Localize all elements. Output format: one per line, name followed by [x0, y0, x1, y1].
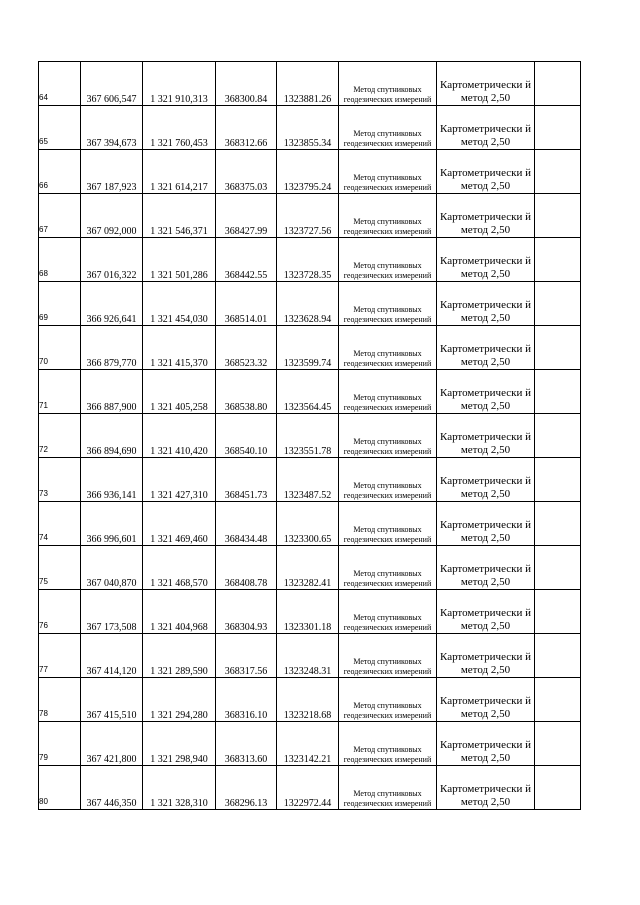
method-cell: Метод спутниковых геодезических измерений: [339, 678, 437, 722]
y-old-cell: 1 321 410,420: [143, 414, 216, 458]
accuracy-cell: Картометрически й метод 2,50: [437, 282, 535, 326]
accuracy-cell: Картометрически й метод 2,50: [437, 458, 535, 502]
x-old-cell: 367 606,547: [81, 62, 143, 106]
table-row: [39, 370, 581, 414]
x-new-cell: 368316.10: [216, 678, 277, 722]
point-number: 64: [39, 93, 48, 102]
x-old-cell: 366 926,641: [81, 282, 143, 326]
accuracy-cell: Картометрически й метод 2,50: [437, 106, 535, 150]
y-new-cell: 1323564.45: [277, 370, 339, 414]
x-new-cell: 368540.10: [216, 414, 277, 458]
table-row: [39, 678, 581, 722]
y-old-cell: 1 321 427,310: [143, 458, 216, 502]
method-cell: Метод спутниковых геодезических измерений: [339, 282, 437, 326]
table-row: [39, 414, 581, 458]
point-number-cell: [39, 722, 81, 766]
note-cell: [535, 546, 581, 590]
y-new-cell: 1323551.78: [277, 414, 339, 458]
accuracy-cell: Картометрически й метод 2,50: [437, 194, 535, 238]
accuracy-cell: Картометрически й метод 2,50: [437, 414, 535, 458]
point-number-cell: [39, 502, 81, 546]
method-cell: Метод спутниковых геодезических измерений: [339, 194, 437, 238]
y-old-cell: 1 321 614,217: [143, 150, 216, 194]
method-cell: Метод спутниковых геодезических измерений: [339, 414, 437, 458]
note-cell: [535, 590, 581, 634]
y-old-cell: 1 321 501,286: [143, 238, 216, 282]
x-new-cell: 368312.66: [216, 106, 277, 150]
y-old-cell: 1 321 405,258: [143, 370, 216, 414]
method-cell: Метод спутниковых геодезических измерений: [339, 62, 437, 106]
accuracy-cell: Картометрически й метод 2,50: [437, 370, 535, 414]
x-new-cell: 368427.99: [216, 194, 277, 238]
y-old-cell: 1 321 294,280: [143, 678, 216, 722]
y-old-cell: 1 321 910,313: [143, 62, 216, 106]
note-cell: [535, 458, 581, 502]
point-number: 79: [39, 753, 48, 762]
x-old-cell: 366 887,900: [81, 370, 143, 414]
point-number-cell: [39, 590, 81, 634]
accuracy-cell: Картометрически й метод 2,50: [437, 722, 535, 766]
accuracy-cell: Картометрически й метод 2,50: [437, 590, 535, 634]
point-number: 70: [39, 357, 48, 366]
point-number: 80: [39, 797, 48, 806]
note-cell: [535, 106, 581, 150]
coordinates-table: [38, 61, 581, 810]
point-number-cell: [39, 414, 81, 458]
y-new-cell: 1323487.52: [277, 458, 339, 502]
table-body: [39, 62, 581, 810]
table-row: [39, 458, 581, 502]
y-new-cell: 1323795.24: [277, 150, 339, 194]
point-number-cell: [39, 282, 81, 326]
x-old-cell: 367 187,923: [81, 150, 143, 194]
note-cell: [535, 678, 581, 722]
y-new-cell: 1323628.94: [277, 282, 339, 326]
table-row: [39, 238, 581, 282]
accuracy-cell: Картометрически й метод 2,50: [437, 678, 535, 722]
x-old-cell: 366 996,601: [81, 502, 143, 546]
point-number: 72: [39, 445, 48, 454]
note-cell: [535, 150, 581, 194]
point-number: 73: [39, 489, 48, 498]
x-old-cell: 366 894,690: [81, 414, 143, 458]
x-new-cell: 368300.84: [216, 62, 277, 106]
point-number-cell: [39, 370, 81, 414]
note-cell: [535, 634, 581, 678]
table-row: [39, 546, 581, 590]
x-old-cell: 367 092,000: [81, 194, 143, 238]
accuracy-cell: Картометрически й метод 2,50: [437, 546, 535, 590]
note-cell: [535, 238, 581, 282]
y-new-cell: 1323599.74: [277, 326, 339, 370]
y-old-cell: 1 321 760,453: [143, 106, 216, 150]
method-cell: Метод спутниковых геодезических измерений: [339, 766, 437, 810]
y-new-cell: 1323855.34: [277, 106, 339, 150]
method-cell: Метод спутниковых геодезических измерений: [339, 590, 437, 634]
y-old-cell: 1 321 546,371: [143, 194, 216, 238]
y-old-cell: 1 321 454,030: [143, 282, 216, 326]
table-row: [39, 590, 581, 634]
y-new-cell: 1323218.68: [277, 678, 339, 722]
point-number: 68: [39, 269, 48, 278]
x-old-cell: 367 173,508: [81, 590, 143, 634]
y-new-cell: 1323248.31: [277, 634, 339, 678]
y-old-cell: 1 321 298,940: [143, 722, 216, 766]
method-cell: Метод спутниковых геодезических измерений: [339, 502, 437, 546]
point-number-cell: [39, 62, 81, 106]
x-new-cell: 368313.60: [216, 722, 277, 766]
y-old-cell: 1 321 289,590: [143, 634, 216, 678]
note-cell: [535, 326, 581, 370]
x-new-cell: 368408.78: [216, 546, 277, 590]
accuracy-cell: Картометрически й метод 2,50: [437, 326, 535, 370]
y-old-cell: 1 321 415,370: [143, 326, 216, 370]
method-cell: Метод спутниковых геодезических измерений: [339, 150, 437, 194]
x-old-cell: 366 879,770: [81, 326, 143, 370]
x-new-cell: 368296.13: [216, 766, 277, 810]
accuracy-cell: Картометрически й метод 2,50: [437, 634, 535, 678]
y-new-cell: 1323300.65: [277, 502, 339, 546]
x-new-cell: 368434.48: [216, 502, 277, 546]
method-cell: Метод спутниковых геодезических измерений: [339, 370, 437, 414]
accuracy-cell: Картометрически й метод 2,50: [437, 238, 535, 282]
point-number: 67: [39, 225, 48, 234]
note-cell: [535, 370, 581, 414]
method-cell: Метод спутниковых геодезических измерений: [339, 106, 437, 150]
method-cell: Метод спутниковых геодезических измерений: [339, 326, 437, 370]
x-old-cell: 367 421,800: [81, 722, 143, 766]
x-old-cell: 366 936,141: [81, 458, 143, 502]
point-number-cell: [39, 458, 81, 502]
x-old-cell: 367 016,322: [81, 238, 143, 282]
x-old-cell: 367 394,673: [81, 106, 143, 150]
table-row: [39, 106, 581, 150]
x-new-cell: 368514.01: [216, 282, 277, 326]
x-new-cell: 368317.56: [216, 634, 277, 678]
point-number: 69: [39, 313, 48, 322]
point-number-cell: [39, 546, 81, 590]
point-number: 77: [39, 665, 48, 674]
point-number-cell: [39, 106, 81, 150]
x-new-cell: 368304.93: [216, 590, 277, 634]
method-cell: Метод спутниковых геодезических измерений: [339, 634, 437, 678]
table-row: [39, 634, 581, 678]
point-number: 74: [39, 533, 48, 542]
x-old-cell: 367 446,350: [81, 766, 143, 810]
point-number-cell: [39, 238, 81, 282]
point-number: 66: [39, 181, 48, 190]
accuracy-cell: Картометрически й метод 2,50: [437, 502, 535, 546]
point-number-cell: [39, 194, 81, 238]
point-number-cell: [39, 634, 81, 678]
note-cell: [535, 722, 581, 766]
point-number-cell: [39, 150, 81, 194]
y-new-cell: 1323727.56: [277, 194, 339, 238]
method-cell: Метод спутниковых геодезических измерений: [339, 722, 437, 766]
table-row: [39, 150, 581, 194]
table-row: [39, 282, 581, 326]
method-cell: Метод спутниковых геодезических измерений: [339, 458, 437, 502]
method-cell: Метод спутниковых геодезических измерений: [339, 238, 437, 282]
point-number: 65: [39, 137, 48, 146]
point-number-cell: [39, 326, 81, 370]
x-old-cell: 367 040,870: [81, 546, 143, 590]
y-new-cell: 1323881.26: [277, 62, 339, 106]
x-old-cell: 367 415,510: [81, 678, 143, 722]
x-new-cell: 368451.73: [216, 458, 277, 502]
accuracy-cell: Картометрически й метод 2,50: [437, 150, 535, 194]
point-number-cell: [39, 766, 81, 810]
table-row: [39, 194, 581, 238]
method-cell: Метод спутниковых геодезических измерений: [339, 546, 437, 590]
x-new-cell: 368375.03: [216, 150, 277, 194]
y-new-cell: 1322972.44: [277, 766, 339, 810]
point-number: 76: [39, 621, 48, 630]
y-new-cell: 1323301.18: [277, 590, 339, 634]
table-row: [39, 502, 581, 546]
note-cell: [535, 282, 581, 326]
note-cell: [535, 194, 581, 238]
note-cell: [535, 62, 581, 106]
point-number-cell: [39, 678, 81, 722]
point-number: 71: [39, 401, 48, 410]
x-old-cell: 367 414,120: [81, 634, 143, 678]
table-row: [39, 326, 581, 370]
point-number: 75: [39, 577, 48, 586]
point-number: 78: [39, 709, 48, 718]
x-new-cell: 368442.55: [216, 238, 277, 282]
y-new-cell: 1323282.41: [277, 546, 339, 590]
note-cell: [535, 502, 581, 546]
table-row: [39, 766, 581, 810]
accuracy-cell: Картометрически й метод 2,50: [437, 62, 535, 106]
accuracy-cell: Картометрически й метод 2,50: [437, 766, 535, 810]
y-old-cell: 1 321 404,968: [143, 590, 216, 634]
x-new-cell: 368538.80: [216, 370, 277, 414]
x-new-cell: 368523.32: [216, 326, 277, 370]
y-old-cell: 1 321 468,570: [143, 546, 216, 590]
note-cell: [535, 766, 581, 810]
y-new-cell: 1323728.35: [277, 238, 339, 282]
note-cell: [535, 414, 581, 458]
y-old-cell: 1 321 469,460: [143, 502, 216, 546]
table-row: [39, 62, 581, 106]
table-row: [39, 722, 581, 766]
y-old-cell: 1 321 328,310: [143, 766, 216, 810]
y-new-cell: 1323142.21: [277, 722, 339, 766]
